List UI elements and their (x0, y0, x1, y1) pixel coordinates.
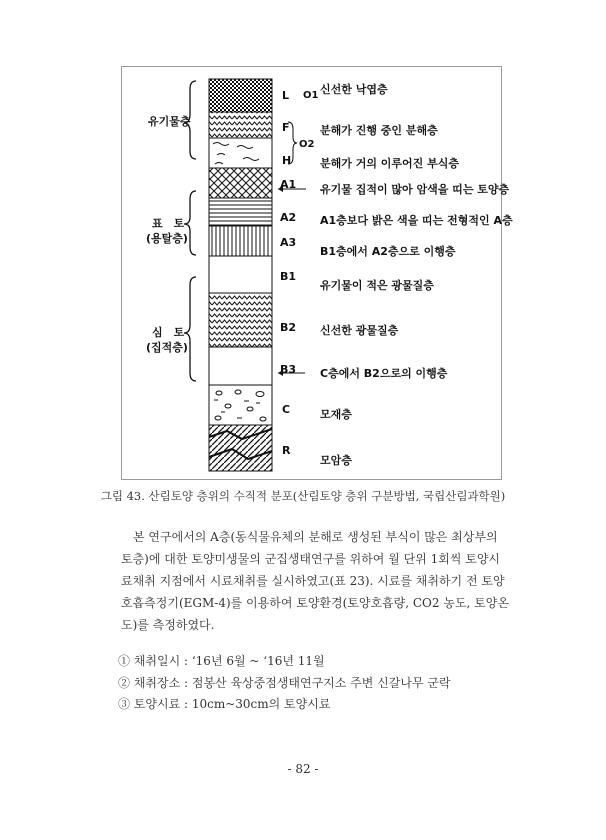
code-A3: A3 (280, 236, 297, 249)
group-label-subsoil-sub: (집적층) (146, 341, 188, 354)
desc-F: 분해가 진행 중인 분해층 (320, 124, 438, 137)
body-paragraph (121, 526, 509, 636)
paragraph-line: 호흡측정기(EGM-4)를 이용하여 토양환경(토양호흡량, CO2 농도, 토양온 (121, 596, 509, 610)
desc-H: 분해가 거의 이루어진 부식층 (320, 157, 459, 170)
desc-A2: A1층보다 밝은 색을 띠는 전형적인 A층 (320, 214, 513, 227)
topsoil-bracket (184, 191, 196, 255)
code-C: C (282, 403, 291, 416)
figure-caption: 그림 43. 산림토양 층위의 수직적 분포(산림토양 층위 구분방법, 국립산림과학원) (100, 489, 506, 503)
list-item: ② 채취장소 : 점봉산 육상중점생태연구지소 주변 신갈나무 군락 (118, 675, 451, 690)
layer-A3 (209, 226, 272, 256)
group-label-subsoil: 심 토 (152, 326, 185, 339)
paragraph-line: 본 연구에서의 A층(동식물유체의 분해로 생성된 부식이 많은 최상부의 (133, 530, 498, 544)
code-A2: A2 (280, 211, 297, 224)
layer-A2 (209, 198, 272, 226)
desc-C: 모재층 (320, 408, 352, 421)
desc-L: 신선한 낙엽층 (320, 83, 388, 96)
desc-B1: 유기물이 적은 광물질층 (320, 279, 434, 292)
paragraph-line: 도)를 측정하였다. (121, 618, 215, 632)
soil-horizon-figure (121, 66, 513, 480)
sampling-info-list (118, 652, 451, 717)
layer-B3 (209, 347, 272, 385)
layer-A1 (209, 168, 272, 198)
code-L: L (282, 89, 290, 102)
code-H: H (282, 154, 292, 167)
code-R: R (282, 444, 291, 457)
desc-A1: 유기물 집적이 많아 암색을 띠는 토양층 (320, 183, 510, 196)
layer-R (209, 425, 272, 471)
code-F: F (282, 121, 290, 134)
paragraph-line: 토층)에 대한 토양미생물의 군집생태연구를 위하여 월 단위 1회씩 토양시 (121, 552, 501, 566)
desc-R: 모암층 (320, 454, 352, 467)
list-item: ① 채취일시 : ‘16년 6월 ~ ‘16년 11월 (118, 654, 325, 668)
code-B3: B3 (280, 363, 297, 376)
layer-B2 (209, 293, 272, 347)
group-label-topsoil-sub: (용탈층) (146, 232, 188, 245)
list-item: ③ 토양시료 : 10cm~30cm의 토양시료 (118, 697, 331, 711)
group-label-topsoil: 표 토 (152, 217, 185, 230)
paragraph-line: 료채취 지점에서 시료채취를 실시하였고(표 23). 시료를 채취하기 전 토양 (121, 574, 505, 588)
soil-column-diagram (122, 67, 501, 479)
layer-C (209, 385, 272, 425)
layer-B1 (209, 256, 272, 293)
desc-B3: C층에서 B2으로의 이행층 (320, 367, 448, 380)
code-O2: O2 (299, 139, 315, 150)
layer-H (209, 138, 272, 168)
code-A1: A1 (280, 178, 297, 191)
page-number: - 82 - (287, 762, 319, 776)
layer-L (209, 79, 272, 112)
code-O1: O1 (303, 90, 319, 101)
code-B2: B2 (280, 321, 297, 334)
desc-B2: 신선한 광물질층 (320, 324, 399, 337)
subsoil-bracket (184, 277, 196, 381)
desc-A3: B1층에서 A2층으로 이행층 (320, 245, 456, 258)
code-B1: B1 (280, 270, 297, 283)
layer-F (209, 112, 272, 138)
group-label-organic: 유기물층 (148, 115, 191, 128)
